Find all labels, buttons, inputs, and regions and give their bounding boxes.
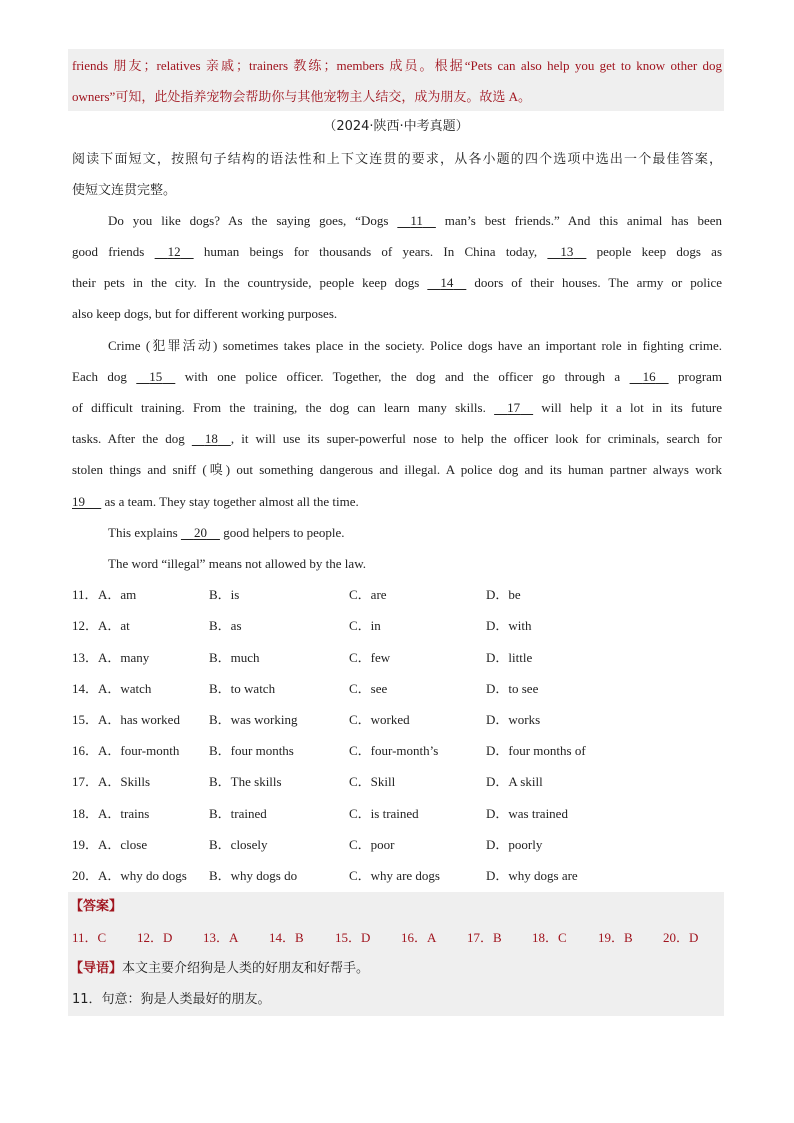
question-number: 15． <box>72 712 99 727</box>
option-b[interactable]: B．The skills <box>209 774 282 789</box>
question-number: 12． <box>72 618 99 633</box>
question-number: 16． <box>72 743 99 758</box>
instructions-line2: 使短文连贯完整。 <box>72 182 177 197</box>
option-b[interactable]: B．why dogs do <box>209 868 298 883</box>
blank-16: 16 <box>642 369 656 384</box>
answer-item: 14．B <box>269 930 304 945</box>
question-number: 18． <box>72 806 99 821</box>
blank-14: 14 <box>440 275 454 290</box>
passage-line: This explains 20 good helpers to people. <box>108 523 722 543</box>
answer-item: 18．C <box>532 930 567 945</box>
passage-line: of difficult training. From the training, the dog can learn many skills. 17 will help it a lot in its future <box>72 398 722 418</box>
option-a[interactable]: A．has worked <box>98 712 180 727</box>
top-explanation-line1: friends 朋友；relatives 亲戚；trainers 教练；members 成员。根据“Pets can also help you get to know other dog <box>72 58 722 73</box>
question-row-20 <box>72 866 722 886</box>
passage-line: tasks. After the dog 18 , it will use its super-powerful nose to help the officer look for criminals, search for <box>72 429 722 449</box>
option-d[interactable]: D．poorly <box>486 837 543 852</box>
option-a[interactable]: A．close <box>98 837 148 852</box>
blank-11: 11 <box>410 213 423 228</box>
question-number: 11． <box>72 587 98 602</box>
question-row-12 <box>72 616 722 636</box>
answer-item: 15．D <box>335 930 371 945</box>
option-c[interactable]: C．few <box>349 650 391 665</box>
guide-label: 【导语】 <box>70 961 123 976</box>
question-number: 17． <box>72 774 99 789</box>
option-b[interactable]: B．to watch <box>209 681 276 696</box>
instructions-line1: 阅读下面短文，按照句子结构的语法性和上下文连贯的要求，从各小题的四个选项中选出一个最佳答案， <box>72 151 722 166</box>
option-b[interactable]: B．much <box>209 650 260 665</box>
option-c[interactable]: C．poor <box>349 837 395 852</box>
blank-18: 18 <box>204 431 218 446</box>
answer-item: 16．A <box>401 930 437 945</box>
question-row-16 <box>72 741 722 761</box>
guide-line <box>70 959 720 979</box>
blank-19: 19 <box>72 494 85 509</box>
question-number: 14． <box>72 681 99 696</box>
option-a[interactable]: A．four-month <box>98 743 180 758</box>
option-a[interactable]: A．Skills <box>98 774 151 789</box>
option-b[interactable]: B．four months <box>209 743 294 758</box>
answer-item: 13．A <box>203 930 239 945</box>
option-d[interactable]: D．was trained <box>486 806 568 821</box>
question-row-17 <box>72 772 722 792</box>
option-a[interactable]: A．trains <box>98 806 150 821</box>
question-number: 20． <box>72 868 99 883</box>
option-b[interactable]: B．trained <box>209 806 267 821</box>
option-c[interactable]: C．worked <box>349 712 410 727</box>
option-d[interactable]: D．be <box>486 587 521 602</box>
option-a[interactable]: A．watch <box>98 681 152 696</box>
passage-line: 19 as a team. They stay together almost all the time. <box>72 492 722 512</box>
answer-item: 11．C <box>72 930 107 945</box>
option-c[interactable]: C．four-month’s <box>349 743 439 758</box>
option-a[interactable]: A．many <box>98 650 150 665</box>
answer-item: 12．D <box>137 930 173 945</box>
answer-key-row <box>72 928 722 948</box>
passage-line: also keep dogs, but for different working purposes. <box>72 306 338 321</box>
answer-item: 19．B <box>598 930 633 945</box>
source-label: （2024·陕西·中考真题） <box>323 119 469 134</box>
guide-text: 本文主要介绍狗是人类的好朋友和好帮手。 <box>122 961 370 976</box>
question-row-11 <box>72 585 722 605</box>
question-row-14 <box>72 679 722 699</box>
option-a[interactable]: A．why do dogs <box>98 868 187 883</box>
answer-item: 20．D <box>663 930 699 945</box>
option-c[interactable]: C．see <box>349 681 388 696</box>
passage-line: good friends 12 human beings for thousands of years. In China today, 13 people keep dogs as <box>72 242 722 262</box>
passage-line: their pets in the city. In the countryside, people keep dogs 14 doors of their houses. The army or police <box>72 273 722 293</box>
option-d[interactable]: D．A skill <box>486 774 543 789</box>
passage-line: stolen things and sniff (嗅) out something dangerous and illegal. A police dog and its human partner always work <box>72 462 722 477</box>
blank-12: 12 <box>167 244 181 259</box>
option-c[interactable]: C．is trained <box>349 806 419 821</box>
blank-20: 20 <box>193 525 207 540</box>
option-c[interactable]: C．are <box>349 587 387 602</box>
blank-15: 15 <box>149 369 163 384</box>
option-d[interactable]: D．little <box>486 650 533 665</box>
option-b[interactable]: B．as <box>209 618 242 633</box>
option-d[interactable]: D．four months of <box>486 743 586 758</box>
question-number: 19． <box>72 837 99 852</box>
question-number: 13． <box>72 650 99 665</box>
option-c[interactable]: C．Skill <box>349 774 396 789</box>
option-c[interactable]: C．in <box>349 618 381 633</box>
explanation-11: 11．句意：狗是人类最好的朋友。 <box>72 992 271 1007</box>
question-row-13 <box>72 648 722 668</box>
option-d[interactable]: D．works <box>486 712 541 727</box>
answer-header: 【答案】 <box>70 899 123 914</box>
blank-13: 13 <box>560 244 574 259</box>
option-b[interactable]: B．was working <box>209 712 298 727</box>
question-row-15 <box>72 710 722 730</box>
passage-line: Do you like dogs? As the saying goes, “Dogs 11 man’s best friends.” And this animal has been <box>108 211 722 231</box>
option-c[interactable]: C．why are dogs <box>349 868 440 883</box>
top-explanation-line2: owners”可知，此处指养宠物会帮助你与其他宠物主人结交，成为朋友。故选 A。 <box>72 89 531 104</box>
option-b[interactable]: B．is <box>209 587 240 602</box>
option-d[interactable]: D．why dogs are <box>486 868 578 883</box>
option-a[interactable]: A．at <box>98 618 130 633</box>
question-row-18 <box>72 804 722 824</box>
option-a[interactable]: A．am <box>98 587 137 602</box>
passage-line: Crime (犯罪活动) sometimes takes place in the society. Police dogs have an important role in fighting crime. <box>108 338 722 353</box>
question-row-19 <box>72 835 722 855</box>
option-d[interactable]: D．with <box>486 618 532 633</box>
option-b[interactable]: B．closely <box>209 837 268 852</box>
option-d[interactable]: D．to see <box>486 681 539 696</box>
passage-note: The word “illegal” means not allowed by the law. <box>108 556 366 571</box>
blank-17: 17 <box>507 400 521 415</box>
answer-item: 17．B <box>467 930 502 945</box>
passage-line: Each dog 15 with one police officer. Together, the dog and the officer go through a 16 program <box>72 367 722 387</box>
